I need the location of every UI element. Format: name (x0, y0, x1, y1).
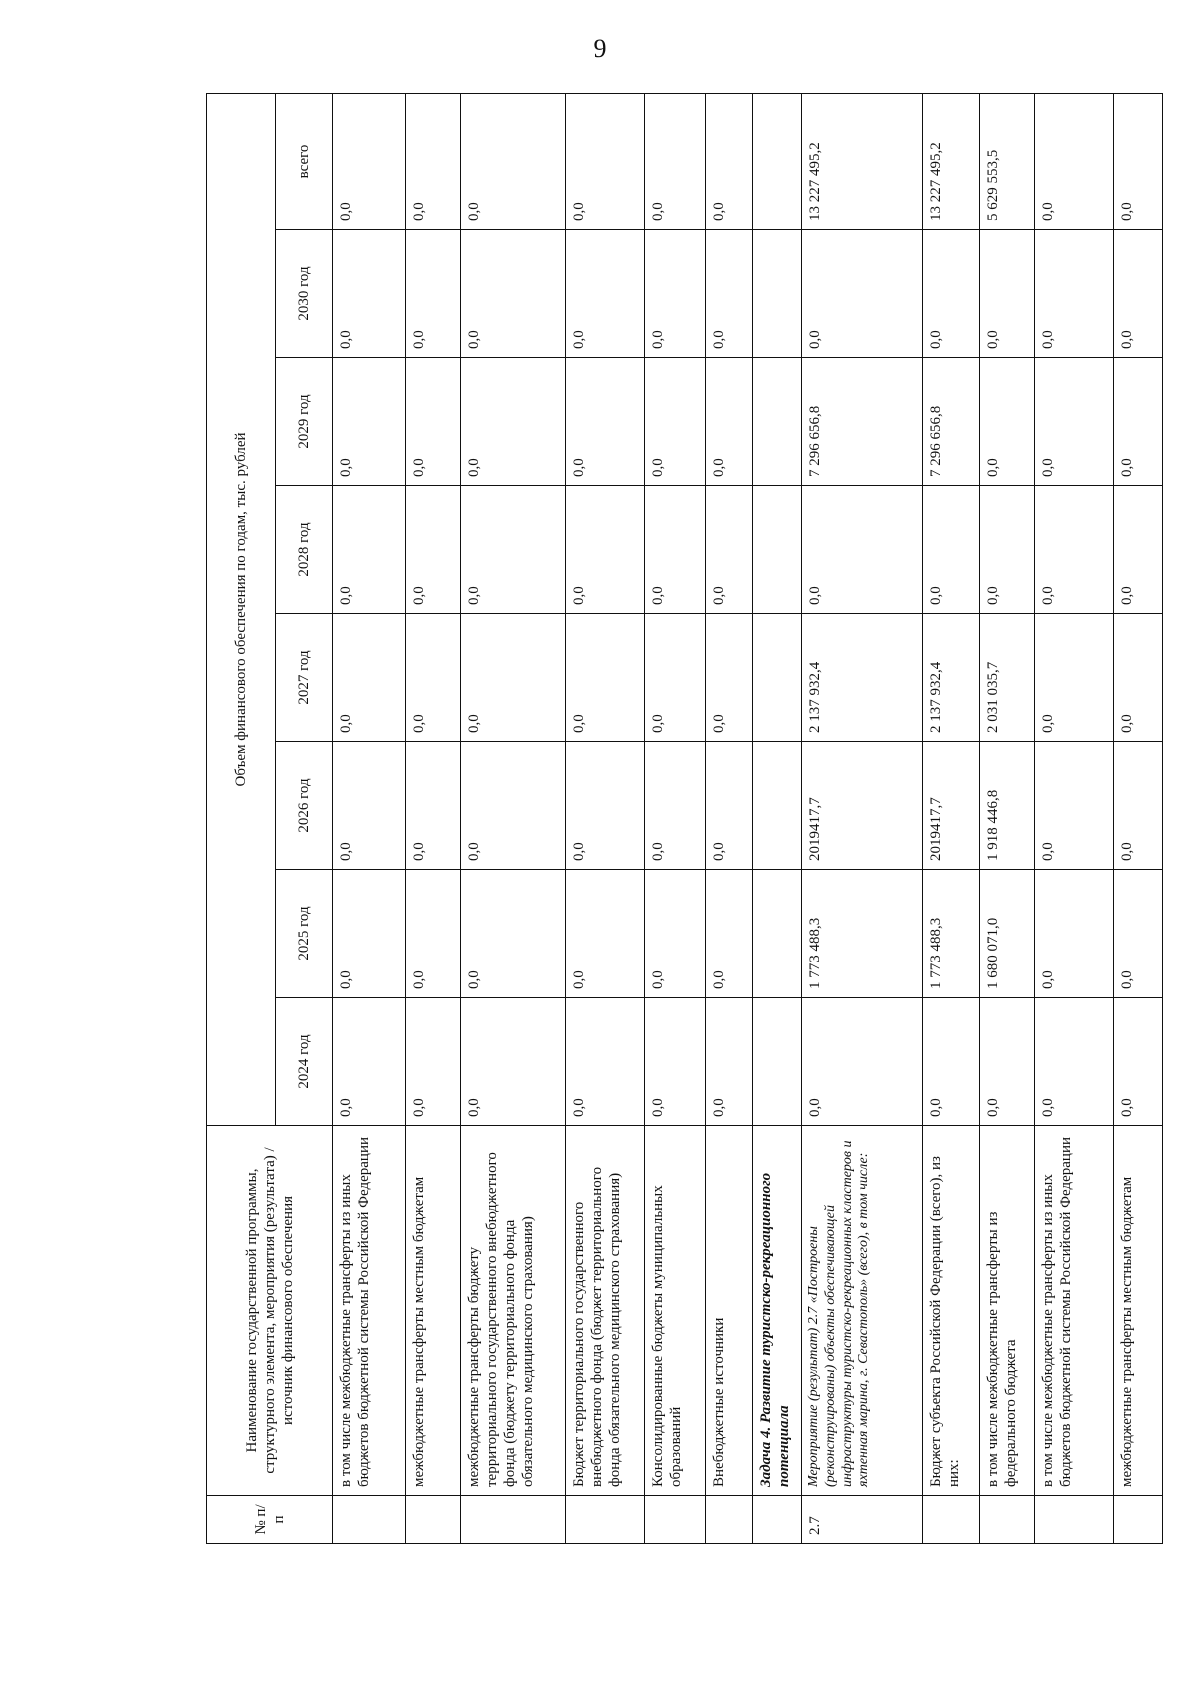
row-num (406, 1496, 461, 1544)
header-year: 2026 год (276, 742, 333, 870)
row-value: 0,0 (923, 230, 980, 358)
row-value: 0,0 (406, 742, 461, 870)
row-value: 0,0 (333, 230, 406, 358)
table-row (923, 93, 980, 1543)
row-value: 0,0 (406, 230, 461, 358)
row-value: 0,0 (706, 358, 753, 486)
header-year: 2024 год (276, 998, 333, 1126)
row-num (333, 1496, 406, 1544)
row-value: 2 137 932,4 (802, 614, 923, 742)
row-value: 0,0 (461, 93, 566, 229)
row-value: 0,0 (461, 614, 566, 742)
row-value: 0,0 (333, 614, 406, 742)
row-name: в том числе межбюджетные трансферты из иных бюджетов бюджетной системы Российской Федерации (333, 1126, 406, 1496)
row-value: 7 296 656,8 (923, 358, 980, 486)
row-num (566, 1496, 645, 1544)
row-value: 0,0 (406, 870, 461, 998)
row-name: межбюджетные трансферты бюджету территориального государственного внебюджетного фонда (бюджету территориального фонда обязательного медицинского страхования) (461, 1126, 566, 1496)
row-value: 2 137 932,4 (923, 614, 980, 742)
row-value: 0,0 (802, 486, 923, 614)
row-value: 0,0 (645, 998, 706, 1126)
row-num (1114, 1496, 1163, 1544)
row-value: 0,0 (333, 486, 406, 614)
row-value: 0,0 (333, 998, 406, 1126)
table-header (207, 93, 333, 1543)
row-num (980, 1496, 1035, 1544)
header-volume: Объем финансового обеспечения по годам, тыс. рублей (207, 93, 276, 1125)
row-value: 0,0 (333, 742, 406, 870)
row-value: 0,0 (406, 614, 461, 742)
row-value: 7 296 656,8 (802, 358, 923, 486)
row-value: 0,0 (706, 614, 753, 742)
table-row (333, 93, 406, 1543)
rotated-table-container (206, 94, 1135, 1544)
header-year: 2028 год (276, 486, 333, 614)
row-value: 0,0 (1035, 93, 1114, 229)
row-value (753, 614, 802, 742)
row-num (645, 1496, 706, 1544)
budget-table (206, 93, 1163, 1544)
row-value: 0,0 (706, 486, 753, 614)
row-value: 0,0 (706, 742, 753, 870)
measure-name: Мероприятие (результат) 2.7 «Построены (реконструированы) объекты обеспечивающей инфраструктуры туристско-рекреационных кластеров и яхтенная марина, г. Севастополь» (всего), в том числе: (802, 1126, 923, 1496)
row-name: в том числе межбюджетные трансферты из иных бюджетов бюджетной системы Российской Федерации (1035, 1126, 1114, 1496)
row-value: 0,0 (706, 870, 753, 998)
row-value: 0,0 (645, 93, 706, 229)
table-row (645, 93, 706, 1543)
table-row (706, 93, 753, 1543)
table-row (980, 93, 1035, 1543)
row-value: 0,0 (333, 870, 406, 998)
row-value: 0,0 (1114, 93, 1163, 229)
row-value (753, 358, 802, 486)
row-value: 0,0 (1114, 230, 1163, 358)
row-value (753, 870, 802, 998)
row-value: 0,0 (333, 93, 406, 229)
row-value: 0,0 (461, 486, 566, 614)
header-year: 2030 год (276, 230, 333, 358)
row-value: 0,0 (566, 486, 645, 614)
row-value: 0,0 (645, 742, 706, 870)
row-value: 0,0 (706, 93, 753, 229)
row-num (706, 1496, 753, 1544)
row-value: 0,0 (1114, 614, 1163, 742)
row-value: 0,0 (980, 358, 1035, 486)
header-total: всего (276, 93, 333, 229)
row-value: 0,0 (461, 742, 566, 870)
row-num (753, 1496, 802, 1544)
rotated-page-area (206, 94, 1135, 1544)
row-value: 1 773 488,3 (802, 870, 923, 998)
row-value: 13 227 495,2 (923, 93, 980, 229)
row-value: 0,0 (566, 358, 645, 486)
row-value: 0,0 (406, 486, 461, 614)
row-value: 0,0 (706, 998, 753, 1126)
row-value: 0,0 (802, 998, 923, 1126)
header-year: 2029 год (276, 358, 333, 486)
row-value: 0,0 (706, 230, 753, 358)
row-value: 0,0 (1114, 486, 1163, 614)
row-value: 0,0 (645, 614, 706, 742)
table-row (1035, 93, 1114, 1543)
row-name: Бюджет территориального государственного внебюджетного фонда (бюджет территориального фонда обязательного медицинского страхования) (566, 1126, 645, 1496)
row-value: 0,0 (406, 93, 461, 229)
task-heading: Задача 4. Развитие туристско-рекреационного потенциала (753, 1126, 802, 1496)
row-value: 0,0 (406, 358, 461, 486)
row-value: 0,0 (1114, 870, 1163, 998)
row-value: 0,0 (1114, 742, 1163, 870)
row-name: межбюджетные трансферты местным бюджетам (406, 1126, 461, 1496)
row-value: 0,0 (566, 870, 645, 998)
row-name: Бюджет субъекта Российской Федерации (всего), из них: (923, 1126, 980, 1496)
row-value: 0,0 (1035, 870, 1114, 998)
row-value: 0,0 (1035, 230, 1114, 358)
row-value: 0,0 (406, 998, 461, 1126)
row-value: 0,0 (566, 230, 645, 358)
row-value: 0,0 (1114, 358, 1163, 486)
row-value: 0,0 (566, 614, 645, 742)
row-value: 5 629 553,5 (980, 93, 1035, 229)
row-value: 1 773 488,3 (923, 870, 980, 998)
table-row-measure (802, 93, 923, 1543)
header-year: 2025 год (276, 870, 333, 998)
row-value: 0,0 (566, 93, 645, 229)
table-row-task (753, 93, 802, 1543)
row-value: 0,0 (802, 230, 923, 358)
row-value (753, 998, 802, 1126)
row-value: 0,0 (333, 358, 406, 486)
row-value: 0,0 (1035, 742, 1114, 870)
header-year: 2027 год (276, 614, 333, 742)
row-num: 2.7 (802, 1496, 923, 1544)
row-num (1035, 1496, 1114, 1544)
row-value: 0,0 (980, 486, 1035, 614)
row-value: 0,0 (461, 998, 566, 1126)
row-num (461, 1496, 566, 1544)
page-number: 9 (593, 34, 607, 63)
row-value: 0,0 (461, 358, 566, 486)
row-value (753, 93, 802, 229)
row-value: 2 031 035,7 (980, 614, 1035, 742)
row-value: 0,0 (566, 742, 645, 870)
row-value: 0,0 (645, 230, 706, 358)
table-row (1114, 93, 1163, 1543)
row-value: 0,0 (1035, 486, 1114, 614)
row-value: 2019417,7 (802, 742, 923, 870)
header-name: Наименование государственной программы, структурного элемента, мероприятия (результата) / источник финансового обеспечения (207, 1126, 333, 1496)
row-value: 0,0 (1035, 998, 1114, 1126)
row-name: в том числе межбюджетные трансферты из федерального бюджета (980, 1126, 1035, 1496)
row-value (753, 742, 802, 870)
row-value: 2019417,7 (923, 742, 980, 870)
row-value: 0,0 (1114, 998, 1163, 1126)
header-num: № п/п (207, 1496, 333, 1544)
table-row (461, 93, 566, 1543)
row-value (753, 230, 802, 358)
row-value: 0,0 (645, 870, 706, 998)
row-name: межбюджетные трансферты местным бюджетам (1114, 1126, 1163, 1496)
table-body (333, 93, 1163, 1543)
row-value: 0,0 (1035, 614, 1114, 742)
row-value: 0,0 (923, 998, 980, 1126)
row-value: 0,0 (461, 230, 566, 358)
row-name: Внебюджетные источники (706, 1126, 753, 1496)
row-value: 0,0 (980, 230, 1035, 358)
table-row (406, 93, 461, 1543)
row-value: 0,0 (645, 358, 706, 486)
row-value: 0,0 (980, 998, 1035, 1126)
row-value: 0,0 (566, 998, 645, 1126)
row-value: 1 918 446,8 (980, 742, 1035, 870)
row-value: 0,0 (1035, 358, 1114, 486)
table-row (566, 93, 645, 1543)
row-value: 13 227 495,2 (802, 93, 923, 229)
row-name: Консолидированные бюджеты муниципальных образований (645, 1126, 706, 1496)
row-value: 0,0 (461, 870, 566, 998)
row-value: 0,0 (645, 486, 706, 614)
row-num (923, 1496, 980, 1544)
row-value: 1 680 071,0 (980, 870, 1035, 998)
row-value (753, 486, 802, 614)
row-value: 0,0 (923, 486, 980, 614)
